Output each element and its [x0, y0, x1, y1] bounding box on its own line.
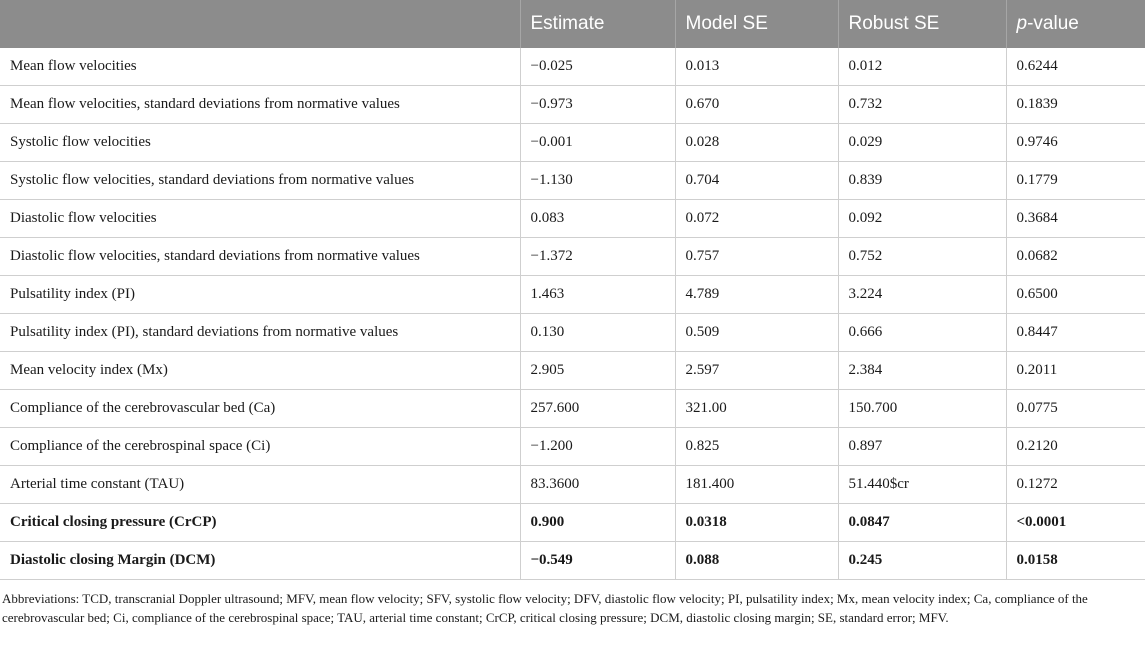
cell-robust-se: 3.224	[838, 276, 1006, 314]
cell-robust-se: 0.666	[838, 314, 1006, 352]
cell-p-value: 0.3684	[1006, 200, 1145, 238]
row-label: Pulsatility index (PI), standard deviations from normative values	[0, 314, 520, 352]
header-row	[0, 0, 1145, 48]
cell-estimate: −1.200	[520, 428, 675, 466]
cell-p-value: 0.9746	[1006, 124, 1145, 162]
cell-estimate: 257.600	[520, 390, 675, 428]
table-row	[0, 466, 1145, 504]
cell-estimate: 1.463	[520, 276, 675, 314]
cell-estimate: 83.3600	[520, 466, 675, 504]
cell-p-value: 0.0158	[1006, 542, 1145, 580]
table-row	[0, 390, 1145, 428]
cell-estimate: −0.549	[520, 542, 675, 580]
table-row	[0, 86, 1145, 124]
table-row	[0, 48, 1145, 86]
header-estimate: Estimate	[520, 0, 675, 48]
cell-p-value: 0.2011	[1006, 352, 1145, 390]
row-label: Diastolic flow velocities, standard deviations from normative values	[0, 238, 520, 276]
cell-p-value: <0.0001	[1006, 504, 1145, 542]
table-row	[0, 314, 1145, 352]
cell-p-value: 0.1272	[1006, 466, 1145, 504]
cell-robust-se: 0.012	[838, 48, 1006, 86]
row-label: Mean flow velocities	[0, 48, 520, 86]
header-p-suffix: -value	[1027, 13, 1079, 34]
row-label: Diastolic closing Margin (DCM)	[0, 542, 520, 580]
row-label: Diastolic flow velocities	[0, 200, 520, 238]
cell-model-se: 321.00	[675, 390, 838, 428]
cell-model-se: 2.597	[675, 352, 838, 390]
row-label: Compliance of the cerebrovascular bed (Ca)	[0, 390, 520, 428]
cell-p-value: 0.0775	[1006, 390, 1145, 428]
table-row	[0, 200, 1145, 238]
row-label: Critical closing pressure (CrCP)	[0, 504, 520, 542]
cell-p-value: 0.1779	[1006, 162, 1145, 200]
table-row	[0, 352, 1145, 390]
cell-robust-se: 0.897	[838, 428, 1006, 466]
cell-p-value: 0.6500	[1006, 276, 1145, 314]
cell-estimate: 0.130	[520, 314, 675, 352]
header-p-letter: p	[1016, 13, 1028, 34]
cell-estimate: −1.372	[520, 238, 675, 276]
cell-p-value: 0.1839	[1006, 86, 1145, 124]
cell-robust-se: 0.752	[838, 238, 1006, 276]
cell-model-se: 0.088	[675, 542, 838, 580]
cell-robust-se: 0.029	[838, 124, 1006, 162]
header-variable	[0, 0, 520, 48]
row-label: Systolic flow velocities	[0, 124, 520, 162]
cell-robust-se: 0.245	[838, 542, 1006, 580]
table-row	[0, 238, 1145, 276]
cell-model-se: 0.670	[675, 86, 838, 124]
header-robust-se: Robust SE	[838, 0, 1006, 48]
cell-estimate: −0.025	[520, 48, 675, 86]
cell-model-se: 0.757	[675, 238, 838, 276]
cell-robust-se: 0.732	[838, 86, 1006, 124]
cell-robust-se: 51.440$cr	[838, 466, 1006, 504]
cell-p-value: 0.0682	[1006, 238, 1145, 276]
cell-model-se: 181.400	[675, 466, 838, 504]
cell-p-value: 0.8447	[1006, 314, 1145, 352]
row-label: Mean flow velocities, standard deviations from normative values	[0, 86, 520, 124]
cell-robust-se: 0.839	[838, 162, 1006, 200]
table-row	[0, 162, 1145, 200]
cell-p-value: 0.6244	[1006, 48, 1145, 86]
row-label: Compliance of the cerebrospinal space (Ci)	[0, 428, 520, 466]
row-label: Systolic flow velocities, standard deviations from normative values	[0, 162, 520, 200]
cell-model-se: 0.013	[675, 48, 838, 86]
table-row	[0, 124, 1145, 162]
cell-estimate: −0.001	[520, 124, 675, 162]
cell-model-se: 0.509	[675, 314, 838, 352]
table-row	[0, 428, 1145, 466]
cell-model-se: 0.825	[675, 428, 838, 466]
header-p-value	[1006, 0, 1145, 48]
table-row	[0, 504, 1145, 542]
cell-estimate: −1.130	[520, 162, 675, 200]
cell-robust-se: 0.092	[838, 200, 1006, 238]
header-model-se: Model SE	[675, 0, 838, 48]
table-row	[0, 276, 1145, 314]
row-label: Mean velocity index (Mx)	[0, 352, 520, 390]
cell-estimate: −0.973	[520, 86, 675, 124]
cell-p-value: 0.2120	[1006, 428, 1145, 466]
cell-estimate: 0.900	[520, 504, 675, 542]
abbreviations-footnote: Abbreviations: TCD, transcranial Doppler ultrasound; MFV, mean flow velocity; SFV, systolic flow velocity; DFV, diastolic flow velocity; PI, pulsatility index; Mx, mean velocity index; Ca, compliance of the cerebrovascular bed; Ci, compliance of the cerebrospinal space; TAU, arterial time constant; CrCP, critical closing pressure; DCM, diastolic closing margin; SE, standard error; MFV.	[2, 591, 1088, 625]
row-label: Pulsatility index (PI)	[0, 276, 520, 314]
cell-robust-se: 2.384	[838, 352, 1006, 390]
table-row	[0, 542, 1145, 580]
cell-estimate: 2.905	[520, 352, 675, 390]
row-label: Arterial time constant (TAU)	[0, 466, 520, 504]
cell-model-se: 0.028	[675, 124, 838, 162]
cell-estimate: 0.083	[520, 200, 675, 238]
cell-model-se: 0.704	[675, 162, 838, 200]
cell-model-se: 4.789	[675, 276, 838, 314]
cell-model-se: 0.0318	[675, 504, 838, 542]
cell-robust-se: 0.0847	[838, 504, 1006, 542]
cell-model-se: 0.072	[675, 200, 838, 238]
cell-robust-se: 150.700	[838, 390, 1006, 428]
